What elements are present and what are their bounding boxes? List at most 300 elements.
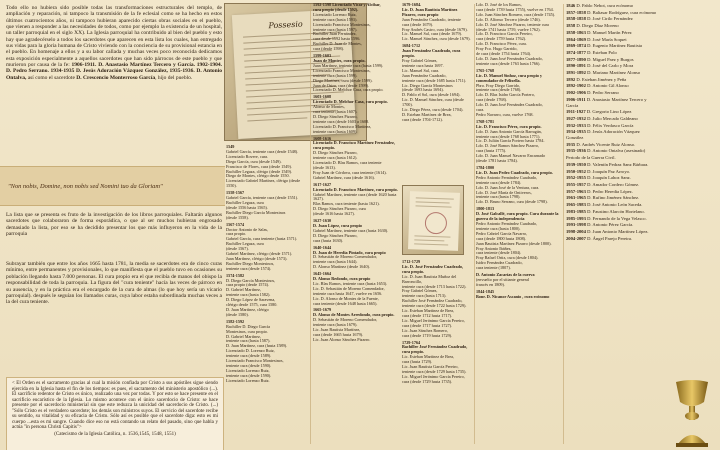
record-line: cura propio (desde 1574). [226,282,270,288]
priest-row [566,123,658,129]
priest-name: D. Miguel Paez y Burgos [587,56,634,62]
record-entry [476,120,562,164]
record-entry [313,272,399,306]
record-line: teniente cura hasta 1647, vuelve en 1656. [313,290,383,296]
record-line: Pedro Cabriel García Navarro, [476,230,528,236]
record-line: teniente cura (hasta 1644). [313,259,358,265]
record-years: 1603-1608 [313,94,332,100]
priest-name: D. Rufino Jiménez Sánchez. [587,195,640,201]
priest-row [566,10,658,16]
priest-name: D. Fernando de la Vega Velasco. [587,215,647,221]
record-line: cura (desde 1759 hasta 1762). [476,36,527,42]
record-line: Ldo. D. Francisco García Pereiro, [476,31,533,37]
priest-row [566,3,658,9]
record-head-priest: Lic. D. Juan Bautista Martínez Pizarro, cura propio [402,6,458,17]
record-line: D. Diego García Montesinos, [226,277,276,283]
priest-years: 1869-1874 [566,43,588,49]
record-head-priest: Licenciado D. Francisco Martínez Fernández, cura propio. [313,140,395,151]
priest-name: D. Eugenio Martínez Bautista [587,43,642,49]
record-line: teniente cura (desde 1768). [476,87,522,93]
record-line: D. Alonso Martínez (desde 1640). [313,264,370,270]
record-line: teniente cura (hasta 1587). [226,338,271,344]
record-years: 1765-1768 [476,67,495,73]
priest-years: 1892 [566,76,577,82]
record-line: D. Gabriel Martínez, [226,287,261,293]
record-line: Fray Gabriel Gómez, [402,57,438,63]
record-line: Bachiller Legaza, clérigo (desde 1549). [226,168,293,174]
catechism-text: < El Orden es el sacramento gracias al cual la misión confiada por Cristo a sus apóstiles sigue siendo ejercida en la Iglesia hasta el fin de los tiempos: es pues, el sacramento del ministerio apostólico (...). El sacrificio redentor de Cristo es único, realizado una vez por todas. Y por esto se hace presente en el sacrificio eucarístico de la Iglesia. Lo mismo acontece con el único sacerdocio de Cristo: se hace presente por el sacerdocio ministerial sin que este reduzca la unicidad del sacerdocio de Cristo. (...) "Sólo Cristo es el verdadero sacerdote; los demás son ministros suyos. El servicio del sacerdote recibe su sentido, su vitalidad y su eficacia de Cristo. Sólo así es posible que el sacerdote diga: esto es mi cuerpo ...esta es mi sangre. Cuando dice eso no está contando un relato del pasado, sino que habla y actúa "in persona Christi Capitis"> [12,381,218,431]
record-line: Bachiller Juan Fernández, [313,31,357,37]
priest-row [566,109,658,115]
record-line: Juan Fernández Cuadrado, teniente [402,16,461,22]
priest-row [566,195,658,201]
record-line: cura (hasta 1729). [402,359,433,365]
record-line: teniente cura (desde 1763 hasta 1766). [476,60,541,66]
priest-years: 1846 [566,3,577,8]
priest-name: D. Gregorio Lino López [586,109,632,115]
record-line: clérigo desde 1575, cura 1580. [226,302,278,308]
record-line: Ldo. D. Blas Isidro García Portero, [476,92,535,98]
records-column-3 [402,3,472,183]
intro-text: Todo ello no hubiera sido posible todas las transformaciones estructurales del templo, de ampliación y reparación, ni tampoco la transmisión de la fe eclesial como se ha hecho en estos últimos cuatrocientos años, ni tampoco hubieran aparecido ciertas obras sociales en el pueblo, que vienen a responder a las necesidades de todos, como por ejemplo la existencia de un hospital, un taller parroquial en el siglo XX). La Iglesia parroquial ha contribuido al bien del pueblo y esto hay que agradecérselo a todos los sacerdotes que aparecen en esta lista los cuales, han entregado sus vidas para la gloria humana de Cristo viviendo con la conciencia de su provisional estancia en el pueblo. En homenaje a ellos y a su labor callada y muchas veces poco reconocida dedicamos esta exposición especialmente a aquellos sacerdotes que han sido párrocos de este pueblo y que murieron por causa de la fe: [6,5,222,69]
record-line: D. Sebastián de Moreno Comendador, [313,317,378,323]
column-divider [474,4,475,444]
priest-years: 1864-1869 [566,36,588,42]
record-line: teniente cura (desde 1784). [476,179,522,185]
record-line: D. Diego Sánchez Pizarro, [313,150,358,156]
priest-name: D. Esteban Jiménez y Peña [576,76,627,82]
record-line: Gabriel Martínez, teniente cura (desde 1620 hasta 1627). [313,191,397,202]
record-line: Montesinos, cura propio. [226,328,268,334]
record-line: cura teniente (hasta 1607). [313,109,358,115]
record-line: cura (desde 1679). [402,21,434,27]
record-line: Alonso de Montes, [313,104,345,110]
priest-row [566,97,658,108]
record-line: Juan Martínez, clérigo (desde 1573). [226,255,288,261]
intro-text-after: así como el sacerdote [26,74,77,81]
priest-row [566,209,658,215]
priest-row [566,182,658,188]
record-line: teniente cura (hasta 1713). [402,293,447,299]
record-line: cura (desde 1712 hasta 1717). [402,312,453,318]
record-entry [402,341,472,385]
record-line: Gabriel García, cura teniente (hasta 1571). [226,236,298,242]
record-line: cura (desde 1665 hasta 1679). [313,332,364,337]
record-head-priest: Lic. D. José Fernández Cuadrado, cura propio. [402,263,464,274]
record-line: Ldo. D. Bruno Serrano, cura (desde 1798). [476,199,548,205]
record-line: teniente cura (desde 1574). [226,265,272,271]
record-line: Lic. Juan Bautista García Pereiro, [402,364,459,370]
record-line: teniente cura (hasta 1612). [313,155,358,161]
priest-years: 2004-2007 [566,235,588,241]
record-years: 1665-1679 [313,307,332,313]
priest-name: D. Esteban Polo [587,49,617,55]
record-entry [226,320,308,384]
record-line: cura (desde 1704-1712). [402,116,443,122]
priest-row [566,116,658,122]
priest-years: 1950-1952 [566,168,588,174]
record-entry [476,273,562,288]
record-entry [313,308,399,342]
record-head-priest: Lic. D. Manuel Sinhoz, cura propio y comendador de Félixella. [476,72,543,83]
record-line: cura (desde 1598). [313,46,345,52]
priest-row [566,43,658,49]
priest-years: 1955-1957 [566,181,588,187]
record-years: 1567-1574 [226,221,245,227]
record-years: 1549 [226,145,235,149]
records-column-1 [226,145,308,445]
priest-years: 1906-1911 [566,96,587,102]
priest-row [566,70,658,76]
record-line: teniente cura (desde 1590). [226,372,272,378]
record-line: Licenciado Lorenzo Ruiz, [226,367,270,373]
record-line: Lic. Manuel Sánchez, cura (desde 1679). [402,36,471,42]
record-line: Juan de Ostro, cura (desde 1599). [313,82,370,88]
priest-years: 1892-1902 [566,83,588,89]
record-line: Juan Martínez, teniente cura (hasta 1599). [313,62,384,68]
record-line: D. Juan Martínez, cura (hasta 1589). [226,343,288,349]
record-line: Lic. D. Juan Bautista Muñoz del Barroncillo, [402,273,457,284]
record-line: Francisco de Flores, cura (desde 1549). [226,163,292,169]
catechism-citation: (Catecismo de la Iglesia Católica, n. 1536,1545, 1548, 1551) [54,431,176,437]
record-entry [402,260,472,339]
record-entry [476,3,562,67]
record-line: cura (hasta 1775). [476,148,507,154]
priest-name: D. José Antonio León Saceda. [587,202,643,208]
record-line: teniente cura hasta 1697. [402,62,444,68]
record-years: 1729-1764 [402,339,421,345]
record-line: Fray Antonio Ibáñez, [476,245,512,251]
record-line: (envuelto por el sitiante general [476,276,530,282]
record-line: Gabriel Martínez, teniente cura (hasta 1630). [313,227,389,233]
record-head-priest: D. Juan de Heredia Pintado, cura propio [313,249,386,255]
record-years: 1574-1582 [226,272,245,278]
record-line: Ldo. Juan Sánchez Romero, cura (desde 1745). [476,11,556,17]
parish-book-photo [402,185,464,255]
priest-name: D. Andrés Vicente Ruiz Alonso. [576,141,636,147]
record-years: 1645-1664 [313,271,332,277]
record-head-priest: D. José Galcallé, cura propio. Cura durante la guerra de la independencia [476,211,559,222]
record-entry [226,274,308,318]
priest-row [566,30,658,36]
record-line: D. Diego Sánchez Pizarro, [313,113,358,119]
record-line: Licenciado Francisco Montesinos, [313,67,371,73]
priest-name: D. José del Carlo y Mora [587,63,634,69]
record-line: cura teniente (desde 1648 hasta 1665). [313,300,378,306]
record-entry [476,207,562,271]
record-entry [402,3,472,42]
priest-years: 1939-1950 [566,161,588,167]
record-line: (desde 1741 hasta 1759, vuelve 1762). [476,26,541,32]
priest-years: 1935-1936 [566,148,588,154]
record-years: 1679-1684. [402,3,422,7]
priest-row [566,57,658,63]
priest-row [566,175,658,181]
priest-years: 1965-1983 [566,202,588,208]
record-line: Ldo. D. Juan Manuel Navarro Encarnado [476,153,546,159]
record-head-priest: Juan Fernández Cuadrado, cura propio. [402,48,461,59]
record-line: teniente cura (desde 1722 hasta 1729). [402,303,467,309]
record-line: (desde 1693 hasta 1694). [402,87,444,93]
records-column-3b [402,260,472,446]
record-line: Fray Fco. Hugo Garrido, [476,46,518,52]
priest-years: 1935 [566,141,577,147]
record-line: Lic. D. Alonso de Montes de la Fuente, [313,295,379,301]
record-line: (desde 1781 hasta 1784). [476,158,518,164]
priest-years: 1874-1877 [566,49,588,55]
record-line: D. Diego Sánchez Pizarro, [313,232,358,238]
priest-years: 1963-1965 [566,195,588,201]
chalice-photo [668,376,716,448]
record-line: cura (hasta 1630). [313,237,344,243]
record-years: 1844-1845 [476,288,495,294]
priest-years: 1911-1927 [566,109,587,115]
priest-row [566,155,658,161]
record-line: Lic. Esteban Martínez de Brea, [402,308,455,314]
record-line: teniente cura (hasta 1800). [476,225,521,231]
record-line: Diego Martínez, cura (desde 1599). [313,77,373,83]
record-line: Licenciado Lorenzo Ruiz. [226,377,270,383]
record-head-priest: cura propio (desde 1592). [313,6,359,12]
record-line: Pedro Navarro, cura, vuelve 1768. [476,111,534,117]
record-line: Pedro Antonio Fernández Cuadrado, [476,220,538,226]
record-line: Lic. Diego García Montesinos [402,82,453,88]
record-line: Pedro Antonio Fernández Cuadrado, [476,174,538,180]
record-head-priest: D. Juan López, cura propio [313,222,363,228]
record-years: 1768-1781 [476,118,495,124]
seal-stamp [425,212,448,235]
record-line: Lic. Diego Pérez, cura (desde 1704). [402,107,464,113]
priest-name: D. Julio Mercado Galdeano [587,115,638,121]
priest-row [566,148,658,154]
record-line: Lic. Manuel Sal, cura. [402,67,440,73]
record-line: teniente cura (desde 1768 hasta 1771). [476,133,541,139]
record-line: Fray Gabriel Gómez, [402,288,438,294]
record-line: teniente cura (hasta 1609). [313,128,358,134]
record-line: Gabriel García, teniente cura (desde 1548). [226,148,299,154]
record-line: (desde 1558). [226,214,249,220]
record-line: Ldo. D. Juan José de la Ventura, cura. [476,184,540,190]
record-line: Gabriel García, teniente cura (desde 1551). [226,195,299,201]
record-entry [402,44,472,123]
records-column-4 [476,3,562,445]
record-entry [313,54,399,93]
priest-name: D. Antonio Ontalva (asesinado) [587,148,646,154]
record-line: teniente cura (hasta 1593). [313,16,358,22]
priest-years: 1858-1858 [566,16,588,22]
record-entry [313,219,399,244]
priest-row [566,169,658,175]
record-head-priest: D. Alonso de Montes Arredondo, cura propio. [313,312,395,318]
record-line: Juan Fernández Cuadrado, [402,72,447,78]
record-entry [313,183,399,217]
record-line: de cura (desde 1754 hasta 1764). [476,51,532,57]
priest-row [566,63,658,69]
record-line: Pbro. Fray Diego Garrido, [476,82,521,88]
record-line: teniente cura (desde 1729 hasta 1735). [402,368,467,374]
record-head-priest: Bonr. D. Nicanor Ascanio , cura ecónomo [476,293,550,299]
record-line: cura (desde 1719 hasta 1729). [402,332,453,338]
native-priest: D. Crescencio Monterroso García [76,74,156,81]
record-years: 1558-1567 [226,190,245,196]
record-line: Licenciado Gabriel Martínez, clérigo (desde 1550). [226,178,301,189]
martyrs-list: 1906-1911. D. Anastasio Martínez Tercero y García. 1902-1904. D. Pedro Serrano. 1934-1935 D. Jesús Adoración Vázquez González, 1935-1936. D. Antonio Ontalva, [6,62,222,81]
record-line: Licenciado Rovere, cura. [226,153,269,159]
record-line: cura (desde 1717 hasta 1727). [402,322,453,328]
record-line: Bachiller Legaza, cura [226,241,264,247]
record-years: 1627-1630 [313,218,332,224]
record-line: Lic. Miguel Jerónimo García Pereiro, [402,373,465,379]
priest-years: 1890-1891 [566,63,588,69]
record-line: Ldo. D. Juan José Fernández Cuadrado, [476,55,543,61]
record-entry [313,246,399,271]
priest-name: D. Juan Antonio Martínez López. [587,228,649,234]
latin-quote: "Non nobis, Domine, non nobis sed Nomini tuo da Gloriam" [8,182,163,190]
priest-row [566,202,658,208]
priest-years: 1902-1906 [566,90,588,96]
record-line: Bachiller Diego Montesinos, [226,260,275,266]
priest-row [566,142,658,148]
priest-row [566,236,658,242]
priest-row [566,229,658,235]
record-line: teniente cura (desde 1713 hasta 1722). [402,283,467,289]
priest-years: 1934-1935 [566,129,588,135]
record-line: cura. [476,107,485,113]
record-entry [476,69,562,118]
priest-name: D. Manuel Martín Pérez [587,29,632,35]
record-years: 1599-1603 [313,53,332,59]
record-line: Gabriel Martínez, clérigo (desde 1571). [226,251,293,257]
priest-name: D. Diego Díaz Moreno [576,23,619,29]
record-head-priest: Juan de Montes, cura propio. [313,57,366,63]
latin-quote-band [0,166,225,206]
list-origin-paragraph: La lista que se presenta es fruto de la investigación de los libros parroquiales. Faltarán algunos sacerdotes que colaboraron de forma esporádica, o que al ser muchos hubieran engrosado demasiado la lista, por eso se ha decidido presentar los que más influyeron en la vida de la parroquia [6,212,222,238]
record-line: D. Esteban Martínez de Brea, [402,111,452,117]
intro-text-end: , hijo del pueblo. [155,74,193,81]
priest-row [566,162,658,168]
column-divider [310,4,311,444]
record-line: teniente cura (desde 1603 a 1608. [313,118,370,124]
priest-row [566,50,658,56]
record-line: Lic. Miguel Jerónimo García Pereiro, [402,317,465,323]
record-head-priest: D. Alonso Redondo, cura propio [313,276,371,282]
priest-years: 1952-1955 [566,175,588,181]
record-years: 1592-1598 Licenciado Vicar y Alcibar, [313,3,381,7]
record-line: (desde 1567). [226,246,249,252]
record-line: Ldo. D. Francisco Pérez, cura. [476,41,527,47]
record-years: 1712-1729 [402,260,421,264]
record-line: Ldo. D. José de los Ramos, [476,3,522,7]
record-line: D. Juan Martínez, clérigo [226,307,269,312]
record-line: Fray Andrés Castro, cura (desde 1679). [402,26,468,32]
record-line: Licenciado D. Lorenzo Ruiz, [226,348,275,354]
priest-years: 1985-1993 [566,215,588,221]
record-line: Lic. D. Manuel Sánchez, cura (desde 1700). [402,97,464,108]
record-line: D. Sebastián de Moreno Comendador, [313,254,378,260]
priest-name: D. Félix Verdasco García [587,122,634,128]
record-line: D. Diego Sánchez Pizarro, cura [313,206,366,212]
record-line: Licenciado Francisco Montesinos, [226,358,284,364]
record-line: cura (desde 1768). [476,97,508,103]
record-entry [226,145,308,189]
priest-years: 1877-1890 [566,56,588,62]
record-line: Bachiller Legaza, cura [226,199,264,205]
record-line: teniente cura (desde 1685 hasta 1711). [402,77,467,83]
record-line: Gabriel Martínez, cura (desde 1616). [313,174,375,180]
priest-row [566,23,658,29]
record-line: cura teniente (desde 1804). [476,250,522,256]
priest-name: D. Pedro Serrano [587,90,619,96]
record-line: Lic. Esteban Martínez de Brea, [402,354,455,360]
priest-row [566,222,658,228]
record-line: teniente cura (desde 1590). [226,362,272,368]
record-line: francés en 1809). [476,281,505,287]
record-line: Ldo. D. José Sánchez Pizarro, teniente cura [476,21,549,27]
record-head-priest: Licenciado D. Melchor Casa, cura propio. [313,99,388,105]
priest-name: D. Valentín Pedraz Sanz Bárbara. [587,161,649,167]
record-entry [226,191,308,220]
left-column [6,5,222,445]
document-title-script: Possesio [268,19,303,31]
priest-name: D. Ángel Parejo Pereira. [587,235,633,241]
record-entry [226,223,308,272]
record-years: 1784-1800 [476,165,495,170]
priest-name: D. José María Soquet [587,36,627,42]
priest-years: 1891-1892 [566,70,588,76]
priest-name: D. Antonio Gil Alonso [587,83,629,89]
priest-name: D. Amador Cordero Gómez. [587,181,640,187]
record-years: 1800-1813 [476,206,495,212]
column-divider [563,4,564,444]
record-line: Blas Ramos, cura teniente (hasta 1621). [313,201,380,207]
record-line: Juan Bautista Martínez Pizarro (desde 1800). [476,240,552,246]
priest-row [566,77,658,83]
record-line: Ldo. D. Alfonso Tercero (desde 1746). [476,16,541,22]
record-years: 1684-1712 [402,43,421,49]
record-years: 1608-1616 [313,135,332,141]
record-line: teniente cura (hasta 1597). [313,26,358,32]
catechism-quote-box [6,377,224,450]
record-head-priest: Licenciado D. Francisco Martínez, cura propio. [313,186,398,192]
record-line: teniente cura (hasta 1798). [476,194,521,200]
priests-average-paragraph: Subrayar también que entre los años 1665 hasta 1781, la media se sacerdotes era de cinco curas mínimo, entre permanentes y provisionales, lo que manifiesta que el pueblo tuvo en ocasiones su población llegando hasta 7.000 personas. El cura propio era el que recibía de manos del obispo la responsabilidad de toda la parroquia. La figura del "cura teniente" hacía las veces de párroco en su ausencia, y en la práctica era el encargado de la cura de almas (lo que hoy sería un vicario parroquial). después le seguían los llamados curas, cuya labor estaba subordinada muchas veces a la del cura teniente. [6,261,222,306]
priest-name: D. Jesús Adoración Vázquez González [566,129,640,141]
record-line: Licenciado D. Blas Ramos, cura teniente [313,160,382,166]
record-line: Lic. D. Sebastián de Moreno Comendador, [313,285,385,291]
priest-name: D. Mariano Martínez Alonso [587,70,641,76]
record-line: Bachiller José Fernández Cuadrado, [402,298,463,304]
record-line: (desde 1580). [226,311,249,317]
record-line: cura (desde 1739 hasta 1755), vuelve en 1764. [476,6,554,12]
record-head-priest: Lic. D. Juan Pedro Cuadrado, cura propio. [476,169,553,175]
record-line: Lic. Juan Bautista Martínez, [313,327,361,333]
record-line: Lic. D. Julián García Portero hasta 1784. [476,138,545,144]
record-years: 1617-1627 [313,181,332,187]
record-line: (desde 1616 hasta 1627). [313,211,355,217]
record-line: D. Gabriel Martínez, [226,333,261,339]
record-line: Licenciado Lorenzo Ruiz, [313,11,357,17]
record-line: D. Pablo el Sol, cura (desde 1694). [402,92,461,98]
record-entry [313,137,399,181]
record-line: Diego García, cura (desde 1549). [226,158,282,164]
record-entry [476,166,562,205]
record-head-priest: D. Antonio Zacarías de la cuerva [476,272,535,278]
record-line: cura teniente (1807). [476,265,511,271]
record-line: cura (desde 1729 hasta 1735). [402,378,453,384]
priest-row [566,216,658,222]
record-line: teniente cura (hasta 1679). [313,322,358,328]
record-line: Doctor Antonio de Salas, [226,226,269,232]
